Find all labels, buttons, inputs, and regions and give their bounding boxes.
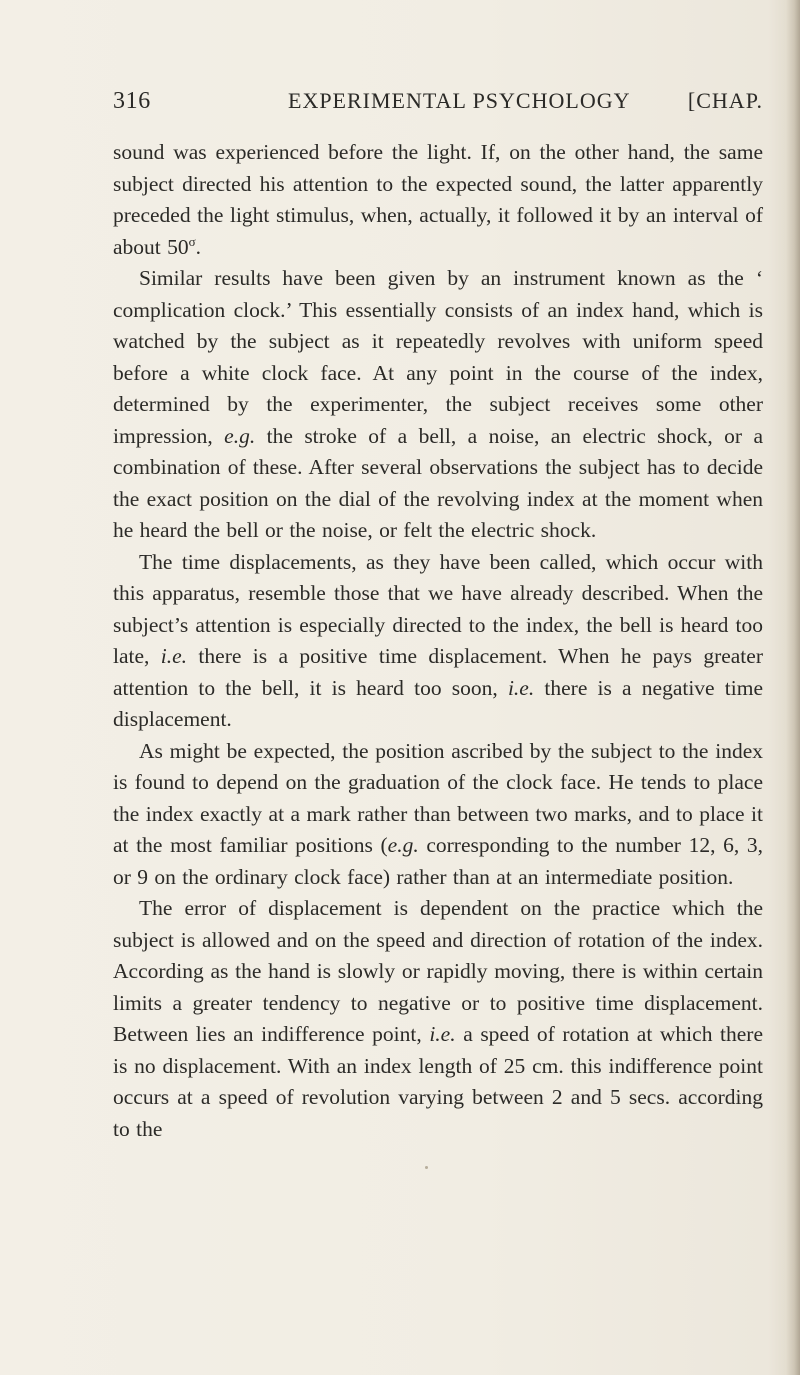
text-segment: . xyxy=(195,234,202,259)
page-number: 316 xyxy=(113,88,151,114)
text-segment: corresponding to the number 12, 6, 3, or 9 on the ordinary clock face) rather than at an intermediate position. xyxy=(113,833,763,889)
italic-abbreviation: i.e. xyxy=(160,644,188,668)
chapter-mark: [CHAP. xyxy=(687,88,763,113)
italic-abbreviation: i.e. xyxy=(429,1022,456,1046)
text-segment: there is a negative time displacement. xyxy=(113,675,763,731)
paragraph xyxy=(113,893,763,1145)
text-segment: The time displacements, as they have been called, which occur with this apparatus, resemble those that we have already described. When the subject’s attention is especially directed to the index, the bell is heard too late, xyxy=(113,549,763,668)
text-segment: the stroke of a bell, a noise, an electric shock, or a combination of these. After several observations the subject has to decide the exact position on the dial of the revolving index at the moment when he heard the bell or the noise, or felt the electric shock. xyxy=(113,423,763,542)
text-segment: Similar results have been given by an instrument known as the ‘ complication clock.’ This essentially consists of an index hand, which is watched by the subject as it repeatedly revolves with uniform speed before a white clock face. At any point in the course of the index, determined by the experimenter, the subject receives some other impression, xyxy=(113,266,763,448)
text-segment: As might be expected, the position ascribed by the subject to the index is found to depend on the graduation of the clock face. He tends to place the index exactly at a mark rather than between two marks, and to place it at the most familiar positions ( xyxy=(113,738,763,857)
page-header xyxy=(113,88,763,118)
italic-abbreviation: i.e. xyxy=(507,675,535,700)
text-segment: there is a positive time displacement. When he pays greater attention to the bell, it is heard too soon, xyxy=(113,644,763,700)
running-head: EXPERIMENTAL PSYCHOLOGY xyxy=(288,88,631,113)
italic-abbreviation: e.g. xyxy=(224,423,256,448)
body-text xyxy=(113,137,763,1145)
paragraph xyxy=(113,547,763,736)
paragraph xyxy=(113,736,763,894)
page-edge-shadow xyxy=(786,0,800,1375)
paragraph xyxy=(113,263,763,547)
text-segment: The error of displacement is dependent on the practice which the subject is allowed and on the speed and direction of rotation of the index. According as the hand is slowly or rapidly moving, there is within certain limits a greater tendency to negative or to positive time displacement. Between lies an indifference point, xyxy=(113,896,763,1046)
superscript-unit: σ xyxy=(188,233,196,249)
text-segment: sound was experienced before the light. If, on the other hand, the same subject directed his attention to the expected sound, the latter apparently preceded the light stimulus, when, actually, it followed it by an interval of about 50 xyxy=(113,140,763,259)
paragraph xyxy=(113,137,763,263)
text-segment: a speed of rotation at which there is no displacement. With an index length of 25 cm. this indifference point occurs at a speed of revolution varying between 2 and 5 secs. according to the xyxy=(113,1022,763,1141)
italic-abbreviation: e.g. xyxy=(387,833,419,857)
paper-speck xyxy=(425,1166,428,1169)
